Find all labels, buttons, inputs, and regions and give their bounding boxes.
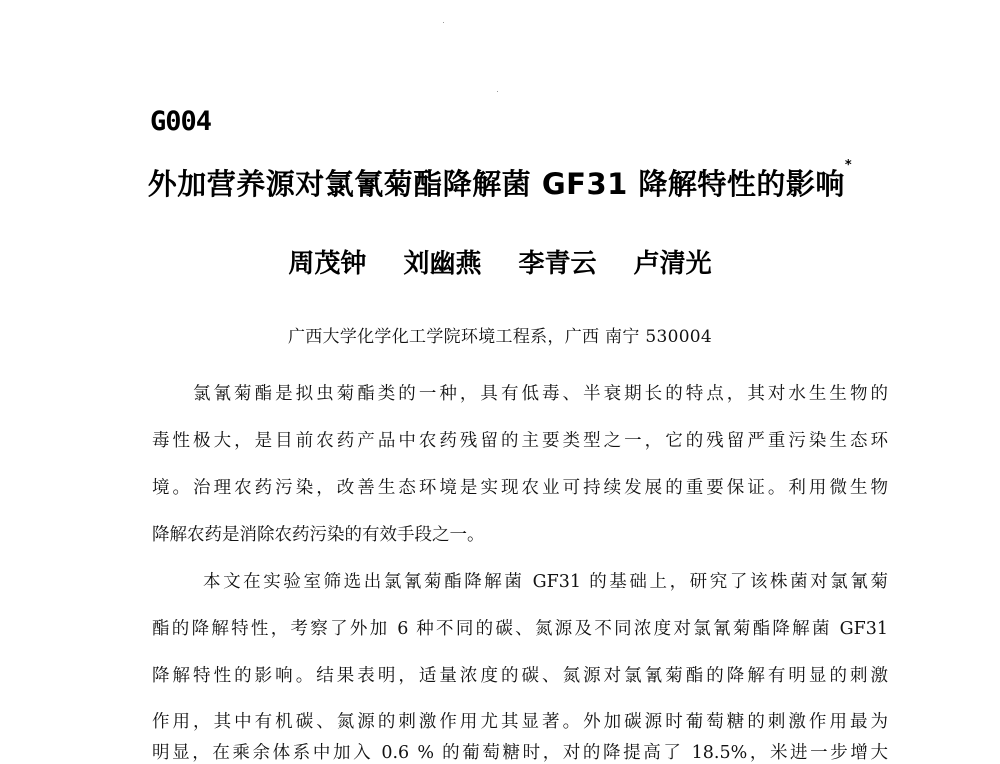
text-line: 降解特性的影响。结果表明，适量浓度的碳、氮源对氯氰菊酯的降解有明显的刺激 bbox=[152, 666, 888, 686]
text-line: 毒性极大，是目前农药产品中农药残留的主要类型之一，它的残留严重污染生态环 bbox=[152, 431, 888, 451]
text-line: 酯的降解特性，考察了外加 6 种不同的碳、氮源及不同浓度对氯氰菊酯降解菌 GF31 bbox=[152, 619, 888, 639]
text-line: 明显，在乘余体系中加入 0.6 % 的葡萄糖时，对的降提高了 18.5%，米进一步增大 bbox=[152, 743, 888, 763]
cropped-line-container bbox=[0, 743, 1000, 763]
title-footnote-mark: * bbox=[844, 158, 853, 173]
affiliation: 广西大学化学化工学院环境工程系，广西 南宁 530004 bbox=[287, 327, 713, 347]
text-line: 作用，其中有机碳、氮源的刺激作用尤其显著。外加碳源时葡萄糖的刺激作用最为 bbox=[152, 712, 888, 732]
author-name: 卢清光 bbox=[633, 249, 712, 279]
text-line: 本文在实验室筛选出氯氰菊酯降解菌 GF31 的基础上，研究了该株菌对氯氰菊 bbox=[203, 572, 888, 592]
author-name: 周茂钟 bbox=[288, 249, 367, 279]
text-line: 氯氰菊酯是拟虫菊酯类的一种，具有低毒、半衰期长的特点，其对水生生物的 bbox=[193, 384, 888, 404]
paper-title bbox=[0, 158, 1000, 203]
scan-speck bbox=[497, 91, 498, 92]
author-name: 刘幽燕 bbox=[403, 249, 482, 279]
paper-title-text: 外加营养源对氯氰菊酯降解菌 GF31 降解特性的影响 bbox=[147, 167, 845, 201]
text-line: 降解农药是消除农药污染的有效手段之一。 bbox=[152, 525, 485, 545]
author-name: 李青云 bbox=[518, 249, 597, 279]
text-line: 境。治理农药污染，改善生态环境是实现农业可持续发展的重要保证。利用微生物 bbox=[152, 478, 888, 498]
author-list bbox=[0, 243, 1000, 280]
paper-code: G004 bbox=[150, 106, 212, 137]
scan-speck bbox=[443, 22, 444, 23]
